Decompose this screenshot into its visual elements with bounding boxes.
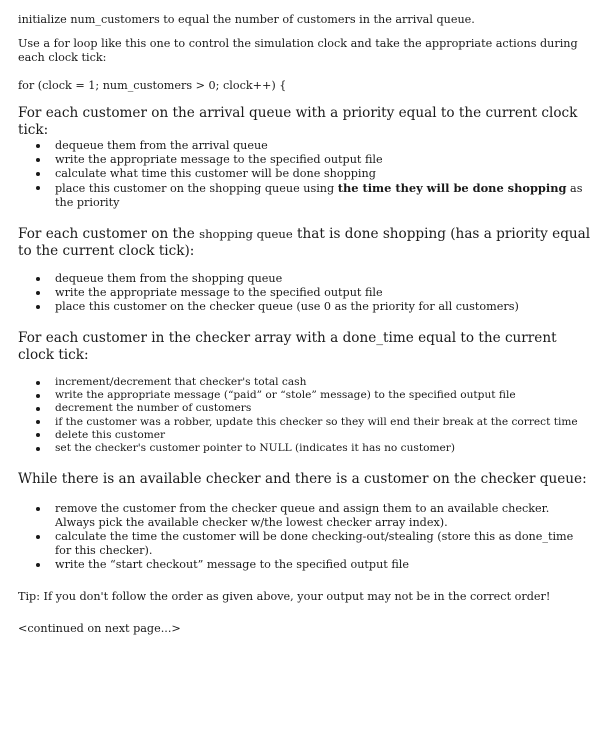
- list-item: set the checker's customer pointer to NULL (indicates it has no customer): [18, 442, 592, 455]
- list-item: write the “start checkout” message to the specified output file: [18, 558, 592, 572]
- available-checker-steps-list: [18, 502, 592, 572]
- list-item: place this customer on the checker queue (use 0 as the priority for all customers): [18, 300, 592, 314]
- arrival-steps-list: [18, 139, 592, 210]
- list-item-text: as the priority: [55, 182, 583, 209]
- list-item: write the appropriate message to the specified output file: [18, 153, 592, 167]
- list-item: calculate what time this customer will be done shopping: [18, 167, 592, 181]
- list-item-text: place this customer on the shopping queue using: [55, 182, 338, 195]
- emphasis-text: the time they will be done shopping: [337, 181, 567, 195]
- arrival-section-heading: For each customer on the arrival queue with a priority equal to the current clock tick:: [18, 105, 578, 138]
- list-item: dequeue them from the arrival queue: [18, 139, 592, 153]
- list-item: delete this customer: [18, 429, 592, 442]
- available-checker-heading: While there is an available checker and there is a customer on the checker queue:: [18, 471, 587, 488]
- heading-text: shopping queue: [199, 227, 293, 241]
- checker-steps-list: [18, 376, 592, 455]
- shopping-steps-list: [18, 272, 592, 314]
- list-item: increment/decrement that checker's total cash: [18, 376, 592, 389]
- ordering-tip: Tip: If you don't follow the order as given above, your output may not be in the correct order!: [18, 590, 551, 604]
- document-page: [18, 13, 592, 636]
- list-item: write the appropriate message to the specified output file: [18, 286, 592, 300]
- for-loop-code: for (clock = 1; num_customers > 0; clock++) {: [18, 79, 287, 92]
- heading-text: that is done shopping (has a priority equal to the current clock tick):: [18, 226, 591, 259]
- list-item: [18, 181, 592, 210]
- list-item: decrement the number of customers: [18, 402, 592, 415]
- list-item: calculate the time the customer will be done checking-out/stealing (store this as done_time for this checker).: [18, 530, 592, 558]
- shopping-section-heading: [18, 226, 592, 260]
- list-item: dequeue them from the shopping queue: [18, 272, 592, 286]
- continued-note: <continued on next page...>: [18, 622, 181, 636]
- list-item: remove the customer from the checker queue and assign them to an available checker. Always pick the available checker w/the lowest checker array index).: [18, 502, 592, 530]
- list-item: write the appropriate message (“paid” or “stole” message) to the specified output file: [18, 389, 592, 402]
- heading-text: For each customer on the: [18, 226, 200, 242]
- list-item: if the customer was a robber, update this checker so they will end their break at the correct time: [18, 416, 592, 429]
- loop-instruction: Use a for loop like this one to control the simulation clock and take the appropriate actions during each clock tick:: [18, 37, 578, 64]
- init-instruction: initialize num_customers to equal the number of customers in the arrival queue.: [18, 13, 475, 26]
- checker-section-heading: For each customer in the checker array with a done_time equal to the current clock tick:: [18, 330, 557, 363]
